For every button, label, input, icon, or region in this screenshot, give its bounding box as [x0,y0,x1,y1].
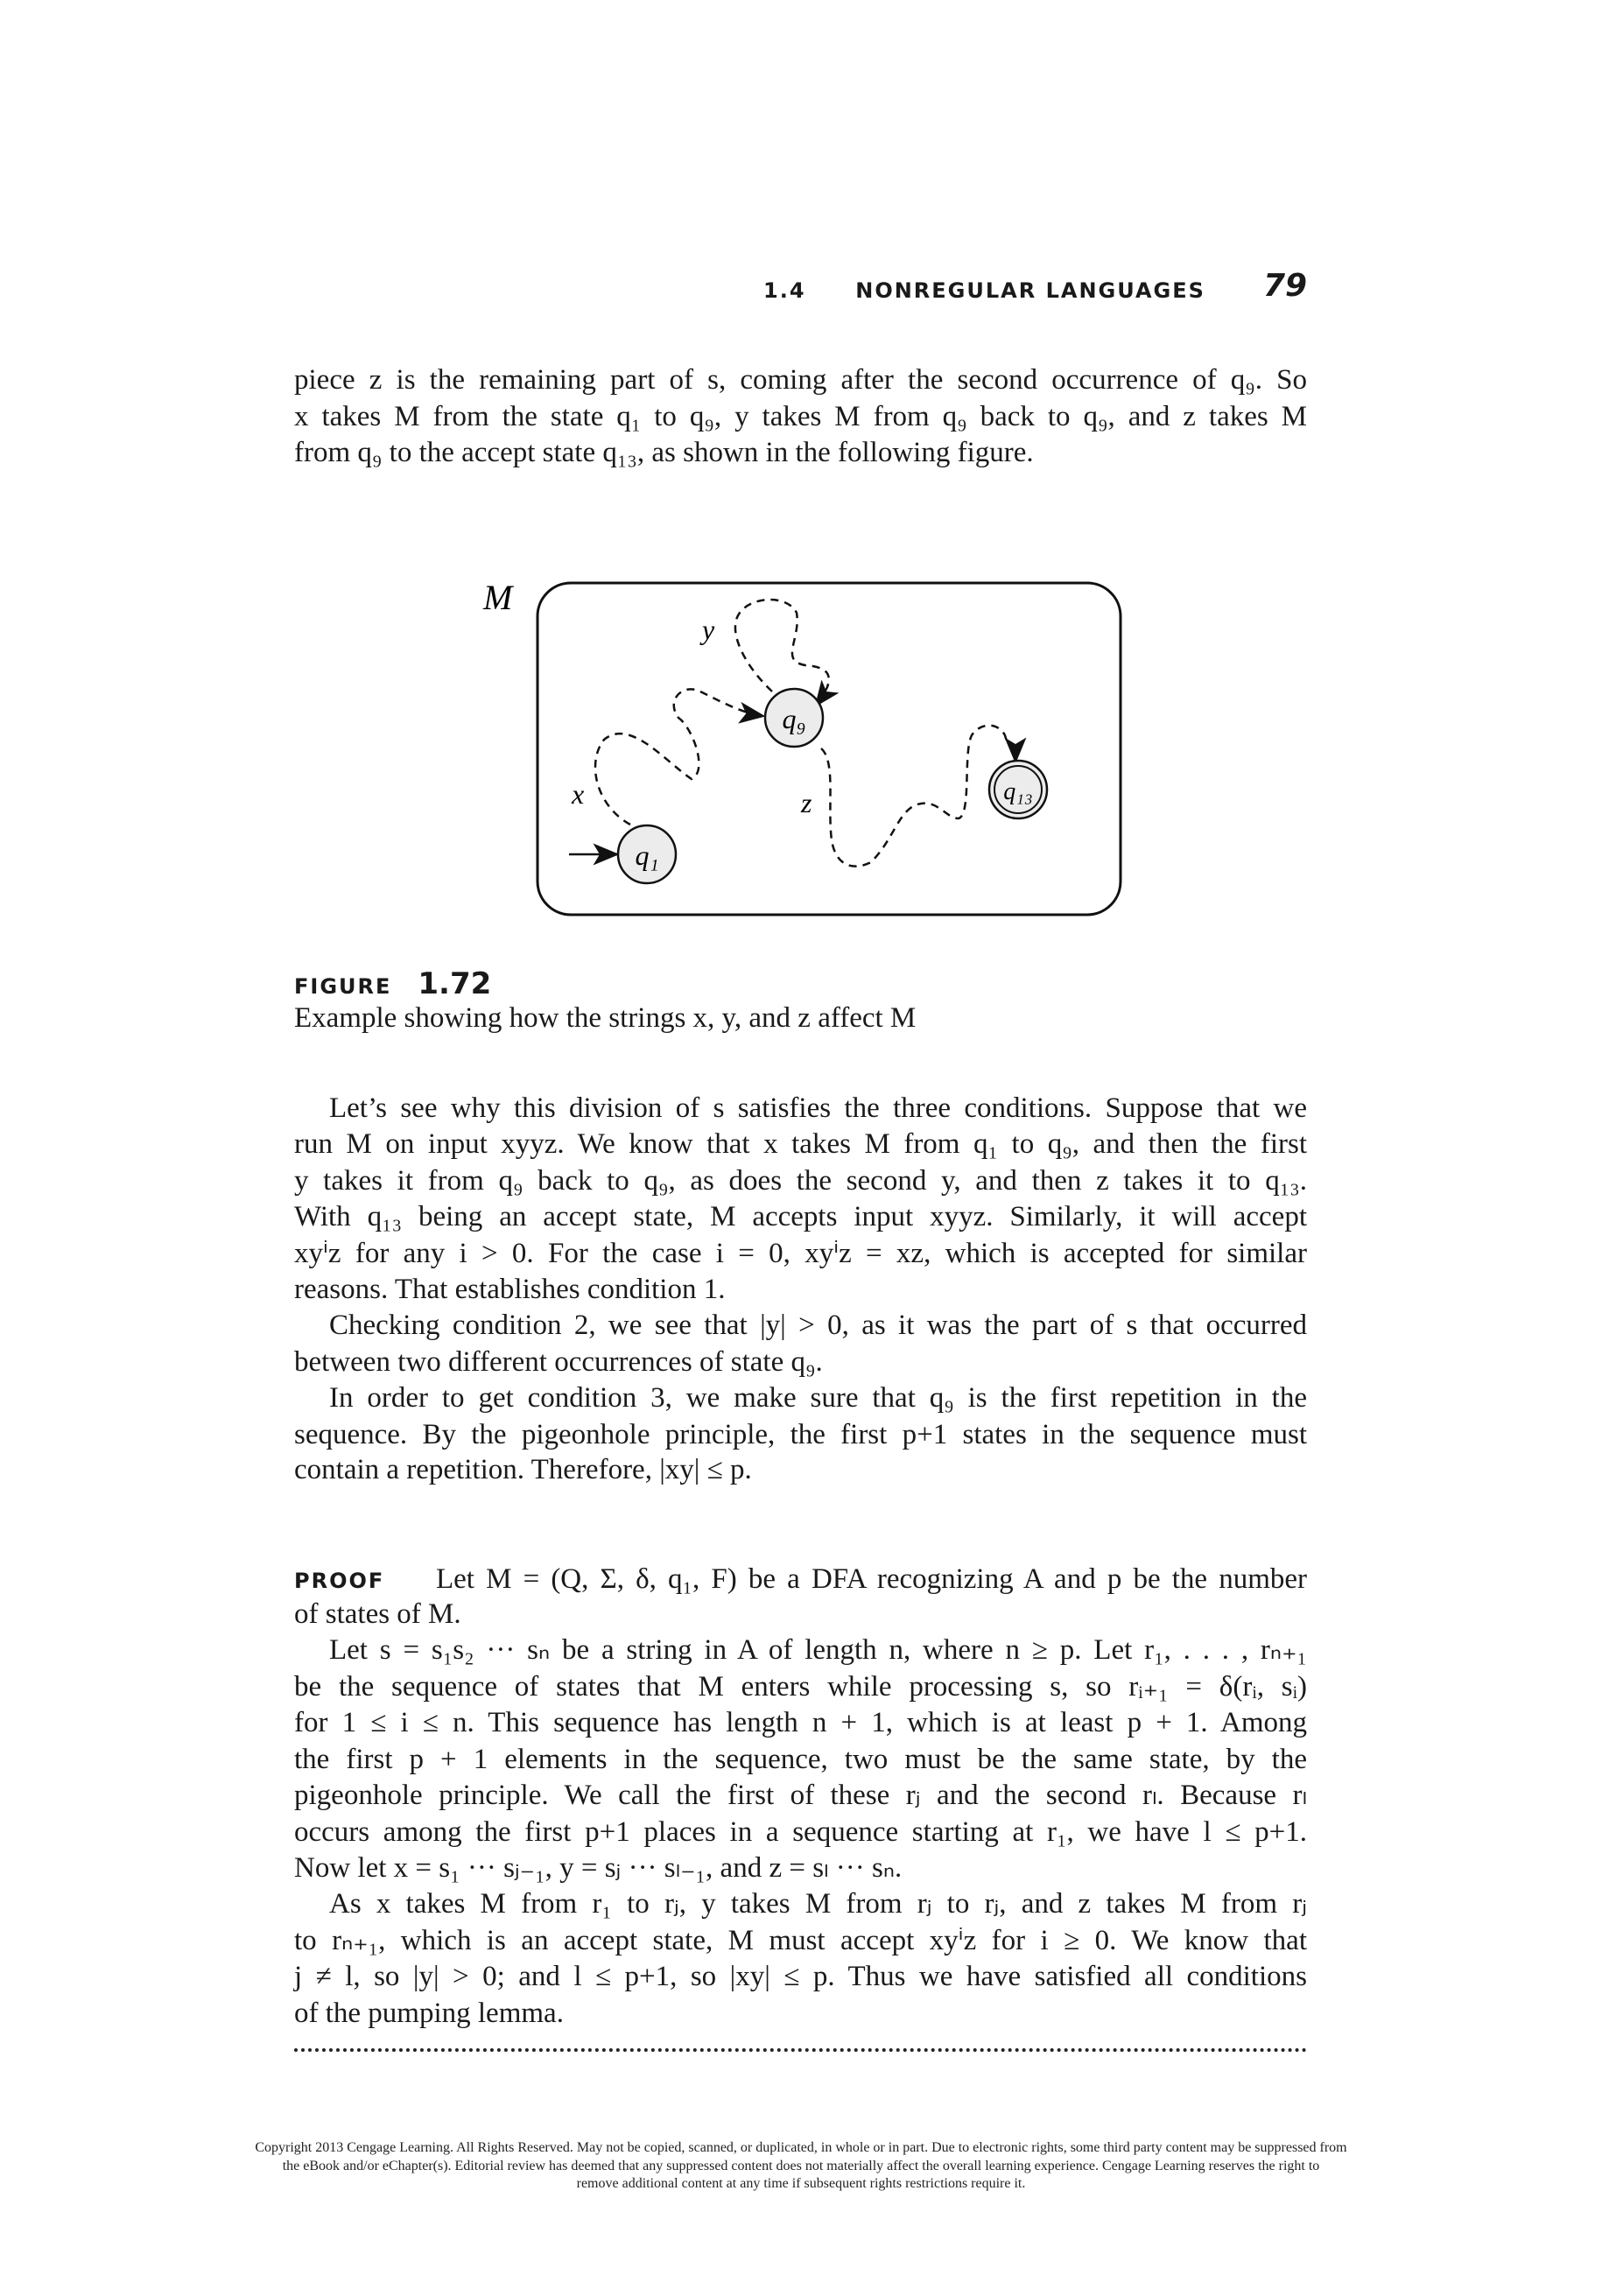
state-q13-accept [989,761,1047,818]
proof-line: of states of M. [294,1598,461,1630]
proof-line: pigeonhole principle. We call the first of these rⱼ and the second rₗ. Because rₗ [294,1780,1307,1811]
figure-caption: Example showing how the strings x, y, and z affect M [294,1002,917,1034]
proof-line: occurs among the first p+1 places in a sequence starting at r₁, we have l ≤ p+1. [294,1816,1307,1848]
edge-label-z: z [801,787,812,818]
proof-label: PROOF [294,1569,385,1593]
proof-line: for 1 ≤ i ≤ n. This sequence has length n + 1, which is at least p + 1. Among [294,1707,1307,1738]
proof-line: to rₙ₊₁, which is an accept state, M must accept xyⁱz for i ≥ 0. We know that [294,1925,1307,1956]
footer-line: Copyright 2013 Cengage Learning. All Rights Reserved. May not be copied, scanned, or duplicated, in whole or in part. Due to electronic rights, some third party content may be suppressed from [255,2140,1347,2155]
proof-line: the first p + 1 elements in the sequence, two must be the same state, by the [294,1744,1307,1775]
z-path [821,726,1015,867]
edge-label-x: x [572,778,585,810]
body-line: Let’s see why this division of s satisfies the three conditions. Suppose that we [329,1092,1307,1124]
section-title: NONREGULAR LANGUAGES [855,278,1205,303]
svg-text:q₁: q₁ [635,839,659,871]
state-q1 [618,825,676,883]
svg-text:q₉: q₉ [782,703,806,734]
body-line: contain a repetition. Therefore, |xy| ≤ p. [294,1454,752,1485]
body-line: xyⁱz for any i > 0. For the case i = 0, xyⁱz = xz, which is accepted for similar [294,1238,1307,1269]
intro-line: x takes M from the state q₁ to q₉, y takes M from q₉ back to q₉, and z takes M [294,401,1307,432]
x-path [595,689,763,825]
proof-line: Let s = s₁s₂ ··· sₙ be a string in A of length n, where n ≥ p. Let r₁, . . . , rₙ₊₁ [329,1634,1307,1666]
proof-line: j ≠ l, so |y| > 0; and l ≤ p+1, so |xy| ≤ p. Thus we have satisfied all conditions [294,1961,1307,1992]
proof-line: be the sequence of states that M enters while processing s, so rᵢ₊₁ = δ(rᵢ, sᵢ) [294,1671,1307,1703]
body-line: between two different occurrences of state q₉. [294,1346,823,1378]
copyright-footer [175,2139,1427,2194]
figure-diagram [0,0,1602,963]
body-line: With q₁₃ being an accept state, M accepts input xyyz. Similarly, it will accept [294,1201,1307,1232]
svg-text:q₁₃: q₁₃ [1003,778,1033,805]
proof-end-rule [294,2048,1307,2052]
edge-label-y: y [702,614,715,645]
footer-line: remove additional content at any time if subsequent rights restrictions require it. [576,2176,1026,2191]
body-line: In order to get condition 3, we make sure that q₉ is the first repetition in the [329,1382,1307,1414]
body-line: Checking condition 2, we see that |y| > 0, as it was the part of s that occurred [329,1309,1307,1341]
state-q9 [765,689,823,747]
body-line: sequence. By the pigeonhole principle, the first p+1 states in the sequence must [294,1419,1307,1450]
proof-line: Let M = (Q, Σ, δ, q₁, F) be a DFA recognizing A and p be the number [436,1563,1307,1595]
y-path [735,600,829,706]
machine-label: M [483,578,513,617]
intro-line: piece z is the remaining part of s, coming after the second occurrence of q₉. So [294,364,1307,396]
page-number: 79 [1263,268,1308,304]
body-line: y takes it from q₉ back to q₉, as does the second y, and then z takes it to q₁₃. [294,1165,1307,1197]
section-number: 1.4 [763,278,806,303]
body-line: run M on input xyyz. We know that x takes M from q₁ to q₉, and then the first [294,1128,1307,1160]
footer-line: the eBook and/or eChapter(s). Editorial review has deemed that any suppressed content does not materially affect the overall learning experience. Cengage Learning reserves the right to [282,2158,1320,2173]
proof-line: As x takes M from r₁ to rⱼ, y takes M from rⱼ to rⱼ, and z takes M from rⱼ [329,1888,1307,1920]
proof-line: of the pumping lemma. [294,1998,564,2029]
figure-label: FIGURE 1.72 [294,966,492,1001]
intro-line: from q₉ to the accept state q₁₃, as shown in the following figure. [294,437,1034,468]
proof-line: Now let x = s₁ ··· sⱼ₋₁, y = sⱼ ··· sₗ₋₁, and z = sₗ ··· sₙ. [294,1852,903,1884]
body-line: reasons. That establishes condition 1. [294,1274,726,1305]
